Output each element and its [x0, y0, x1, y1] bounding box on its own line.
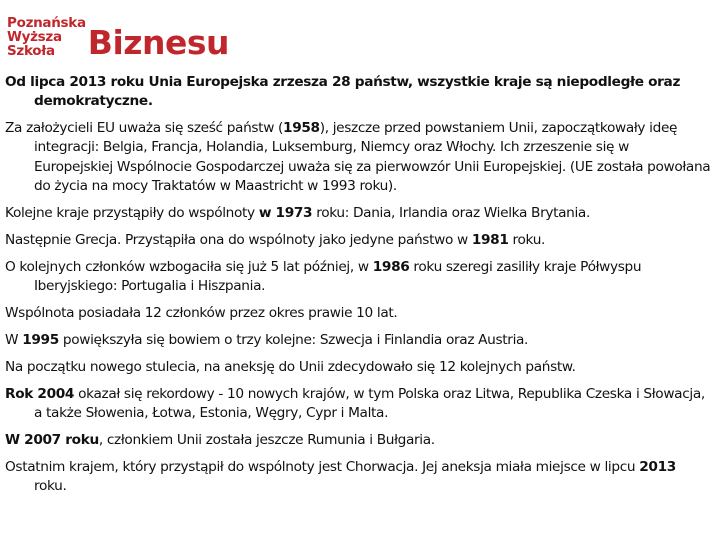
text: Następnie Grecja. Przystąpiła ona do wspólnoty jako jedyne państwo w: [5, 231, 472, 248]
paragraph: [5, 358, 711, 377]
text: roku: Dania, Irlandia oraz Wielka Brytania.: [312, 204, 590, 221]
text: ), jeszcze przed powstaniem Unii, zapoczątkowały ideę integracji: Belgia, Francja, Holandia, Luksemburg, Niemcy oraz Włochy. Ich zrzeszenie się w Europejskiej Wspólnocie Gospodarczej uważa się za pierwowzór Unii Europejskiej. (UE została powołana do życia na mocy Traktatów w Maastricht w 1993 roku).: [34, 120, 711, 195]
paragraph: [5, 258, 711, 297]
text: W: [5, 331, 23, 348]
school-logo: [7, 4, 229, 62]
text: roku szeregi zasiliły kraje Półwyspu Iberyjskiego: Portugalia i Hiszpania.: [34, 258, 642, 295]
logo-line-2: Wyższa: [7, 29, 62, 45]
paragraph: [5, 331, 711, 350]
bold-text: 2013: [639, 458, 676, 475]
text: O kolejnych członków wzbogaciła się już 5 lat później, w: [5, 258, 373, 275]
logo-big-text: Biznesu: [87, 23, 229, 62]
text: roku.: [508, 231, 546, 248]
text: Ostatnim krajem, który przystąpił do wspólnoty jest Chorwacja. Jej aneksja miała miejsce w lipcu: [5, 458, 640, 475]
text: roku.: [34, 477, 67, 494]
logo-line-1: Poznańska: [7, 15, 86, 31]
text: Wspólnota posiadała 12 członków przez okres prawie 10 lat.: [5, 304, 398, 321]
paragraph: [5, 385, 711, 424]
text: okazał się rekordowy - 10 nowych krajów, w tym Polska oraz Litwa, Republika Czeska i Słowacja, a także Słowenia, Łotwa, Estonia, Węgry, Cypr i Malta.: [34, 385, 705, 421]
paragraph: [5, 119, 711, 196]
logo-line-3: Szkoła: [7, 43, 55, 59]
paragraph: [5, 431, 711, 450]
text: Na początku nowego stulecia, na aneksję do Unii zdecydowało się 12 kolejnych państw.: [5, 358, 576, 375]
text: Kolejne kraje przystąpiły do wspólnoty: [5, 204, 259, 221]
text: , członkiem Unii została jeszcze Rumunia i Bułgaria.: [98, 431, 435, 448]
bold-text: 1981: [471, 231, 509, 248]
bold-text: 1995: [22, 331, 59, 348]
slide-body: [5, 73, 711, 504]
bold-text: W 2007 roku: [5, 431, 99, 448]
paragraph: [5, 304, 711, 323]
paragraph: [5, 204, 711, 223]
text: Za założycieli EU uważa się sześć państw (: [5, 120, 284, 137]
paragraph: [5, 73, 711, 112]
paragraph: [5, 458, 711, 497]
bold-text: w 1973: [258, 204, 313, 221]
bold-text: Od lipca 2013 roku Unia Europejska zrzesza 28 państw, wszystkie kraje są niepodległe oraz demokratyczne.: [5, 74, 681, 110]
bold-text: Rok 2004: [5, 385, 75, 402]
bold-text: 1958: [283, 120, 320, 137]
bold-text: 1986: [372, 258, 410, 275]
paragraph: [5, 231, 711, 250]
logo-small-text: [7, 16, 86, 58]
text: powiększyła się bowiem o trzy kolejne: Szwecja i Finlandia oraz Austria.: [58, 331, 529, 348]
